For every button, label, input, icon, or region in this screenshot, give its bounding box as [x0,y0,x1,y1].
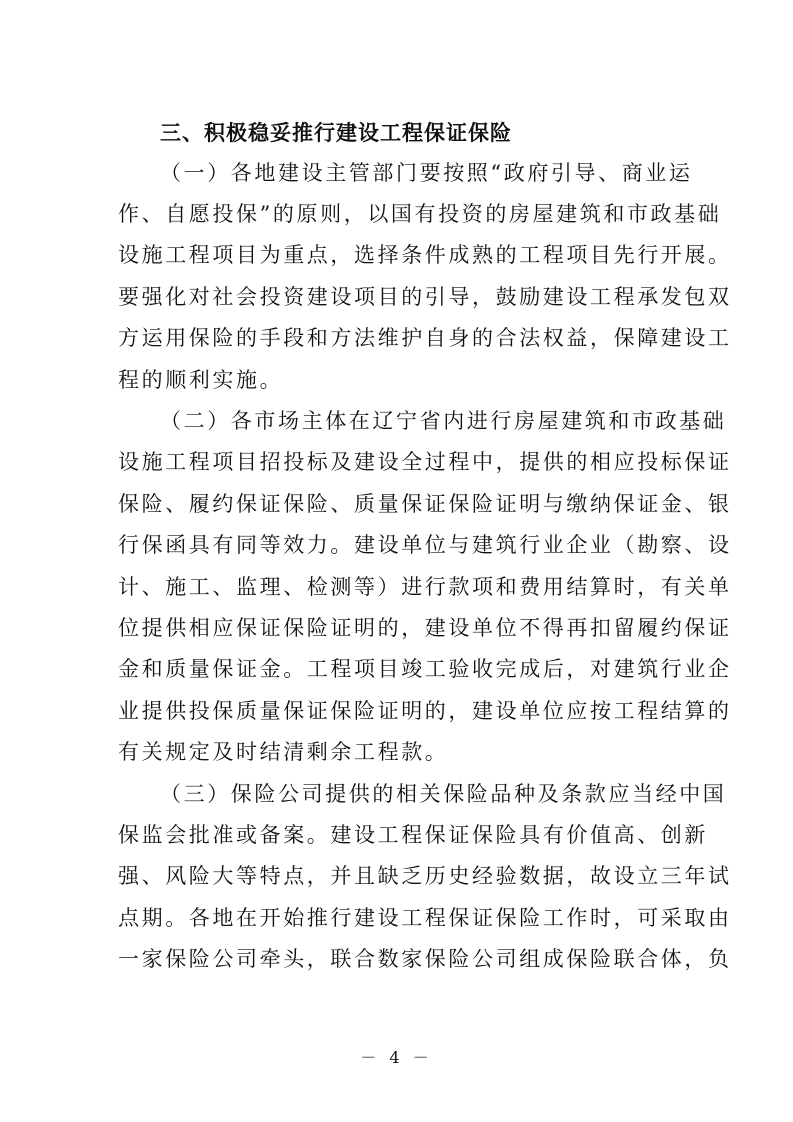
paragraph-line: 设施工程项目为重点，选择条件成熟的工程项目先行开展。 [118,243,732,267]
paragraph-line: 计、施工、监理、检测等）进行款项和费用结算时，有关单 [118,575,732,599]
section-heading: 三、积极稳妥推行建设工程保证保险 [160,121,512,145]
paragraph-line: 行保函具有同等效力。建设单位与建筑行业企业（勘察、设 [118,533,732,557]
paragraph-line: 一家保险公司牵头，联合数家保险公司组成保险联合体，负 [118,947,732,971]
paragraph-line: 方运用保险的手段和方法维护自身的合法权益，保障建设工 [118,326,732,350]
paragraph-line: （一）各地建设主管部门要按照“政府引导、商业运 [160,161,693,185]
paragraph-line: 设施工程项目招投标及建设全过程中，提供的相应投标保证 [118,450,732,474]
paragraph-line: 要强化对社会投资建设项目的引导，鼓励建设工程承发包双 [118,285,732,309]
paragraph-line: 业提供投保质量保证保险证明的，建设单位应按工程结算的 [118,699,732,723]
paragraph-line: 金和质量保证金。工程项目竣工验收完成后，对建筑行业企 [118,657,732,681]
paragraph-line: 位提供相应保证保险证明的，建设单位不得再扣留履约保证 [118,616,732,640]
paragraph-line: 作、自愿投保”的原则，以国有投资的房屋建筑和市政基础 [118,202,722,226]
paragraph-line: 保监会批准或备案。建设工程保证保险具有价值高、创新 [118,823,708,847]
paragraph-line: 有关规定及时结清剩余工程款。 [118,740,449,764]
paragraph-line: （二）各市场主体在辽宁省内进行房屋建筑和市政基础 [160,409,727,433]
paragraph-line: （三）保险公司提供的相关保险品种及条款应当经中国 [160,782,727,806]
page-number: － 4 － [360,1048,433,1067]
paragraph-line: 点期。各地在开始推行建设工程保证保险工作时，可采取由 [118,906,732,930]
paragraph-line: 强、风险大等特点，并且缺乏历史经验数据，故设立三年试 [118,864,732,888]
paragraph-line: 程的顺利实施。 [118,368,284,392]
paragraph-line: 保险、履约保证保险、质量保证保险证明与缴纳保证金、银 [118,492,732,516]
